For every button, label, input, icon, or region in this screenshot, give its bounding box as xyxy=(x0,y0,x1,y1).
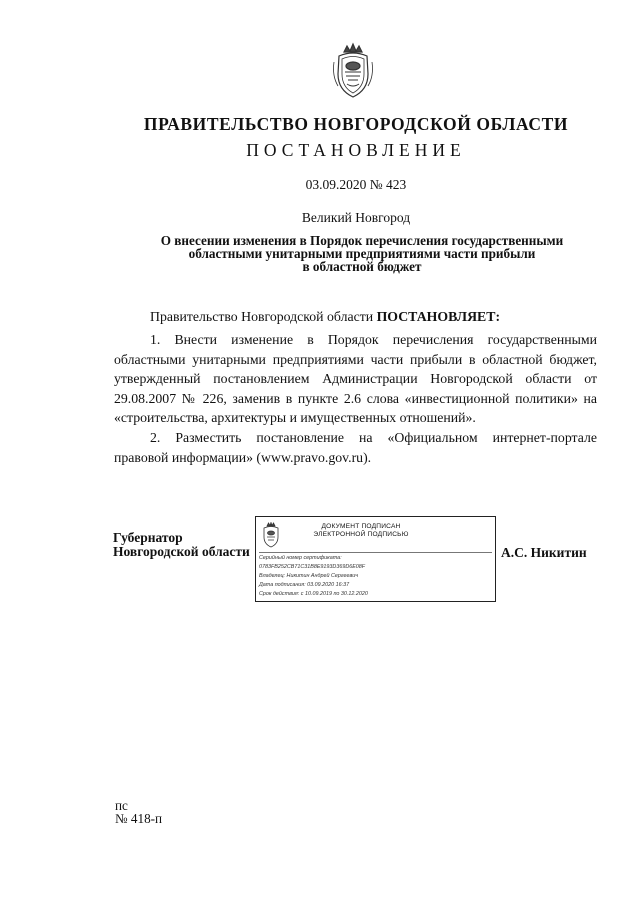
heading-line: в областной бюджет xyxy=(302,259,422,274)
certificate-label: Серийный номер сертификата: xyxy=(259,555,342,561)
resolution-intro xyxy=(150,309,500,325)
stamp-divider xyxy=(259,552,492,553)
signer-position-line: Новгородской области xyxy=(113,544,250,559)
heading-line: областными унитарными предприятиями части прибыли xyxy=(188,246,536,261)
footer-line: № 418-п xyxy=(115,811,163,826)
document-footer-code xyxy=(115,799,162,825)
electronic-signature-stamp xyxy=(255,516,496,602)
certificate-number: 0783FB252CB71C31B8E9193D369D6E08F xyxy=(259,564,366,570)
signer-position-line: Губернатор xyxy=(113,530,183,545)
resolution-paragraph-1: 1. Внести изменение в Порядок перечисления государственными областными унитарными предприятиями части прибыли в областной бюджет, утвержденный постановлением Администрации Новгородской области от 29.08.2007 № 226, заменив в пункте 2.6 слова «инвестиционной политики» на «строительства, архитектуры и имущественных отношений». xyxy=(114,332,597,426)
coat-of-arms-icon xyxy=(330,42,376,100)
intro-text: Правительство Новгородской области xyxy=(150,309,377,324)
certificate-validity: Срок действия: с 10.09.2019 по 30.12.2020 xyxy=(259,591,368,597)
heading-line: О внесении изменения в Порядок перечисления государственными xyxy=(160,233,564,248)
government-name: ПРАВИТЕЛЬСТВО НОВГОРОДСКОЙ ОБЛАСТИ xyxy=(143,114,569,134)
resolution-body xyxy=(114,330,597,467)
stamp-header-line: ДОКУМЕНТ ПОДПИСАН xyxy=(321,523,401,530)
city-name: Великий Новгород xyxy=(301,210,411,225)
resolution-paragraph-2: 2. Разместить постановление на «Официальном интернет-портале правовой информации» (www.pravo.gov.ru). xyxy=(114,429,597,465)
certificate-owner: Владелец: Никитин Андрей Сергеевич xyxy=(259,573,359,579)
signing-date: Дата подписания: 03.09.2020 16:37 xyxy=(259,582,350,588)
stamp-details xyxy=(259,554,368,599)
document-type: ПОСТАНОВЛЕНИЕ xyxy=(246,140,466,160)
intro-decree-word: ПОСТАНОВЛЯЕТ: xyxy=(376,309,501,324)
signer-name: А.С. Никитин xyxy=(501,545,587,560)
footer-line: пс xyxy=(115,798,128,813)
coat-of-arms-icon xyxy=(260,522,282,548)
signer-position xyxy=(113,531,250,559)
document-heading xyxy=(112,234,612,273)
stamp-header xyxy=(286,523,436,539)
stamp-header-line: ЭЛЕКТРОННОЙ ПОДПИСЬЮ xyxy=(313,531,409,538)
date-and-number: 03.09.2020 № 423 xyxy=(305,177,407,192)
